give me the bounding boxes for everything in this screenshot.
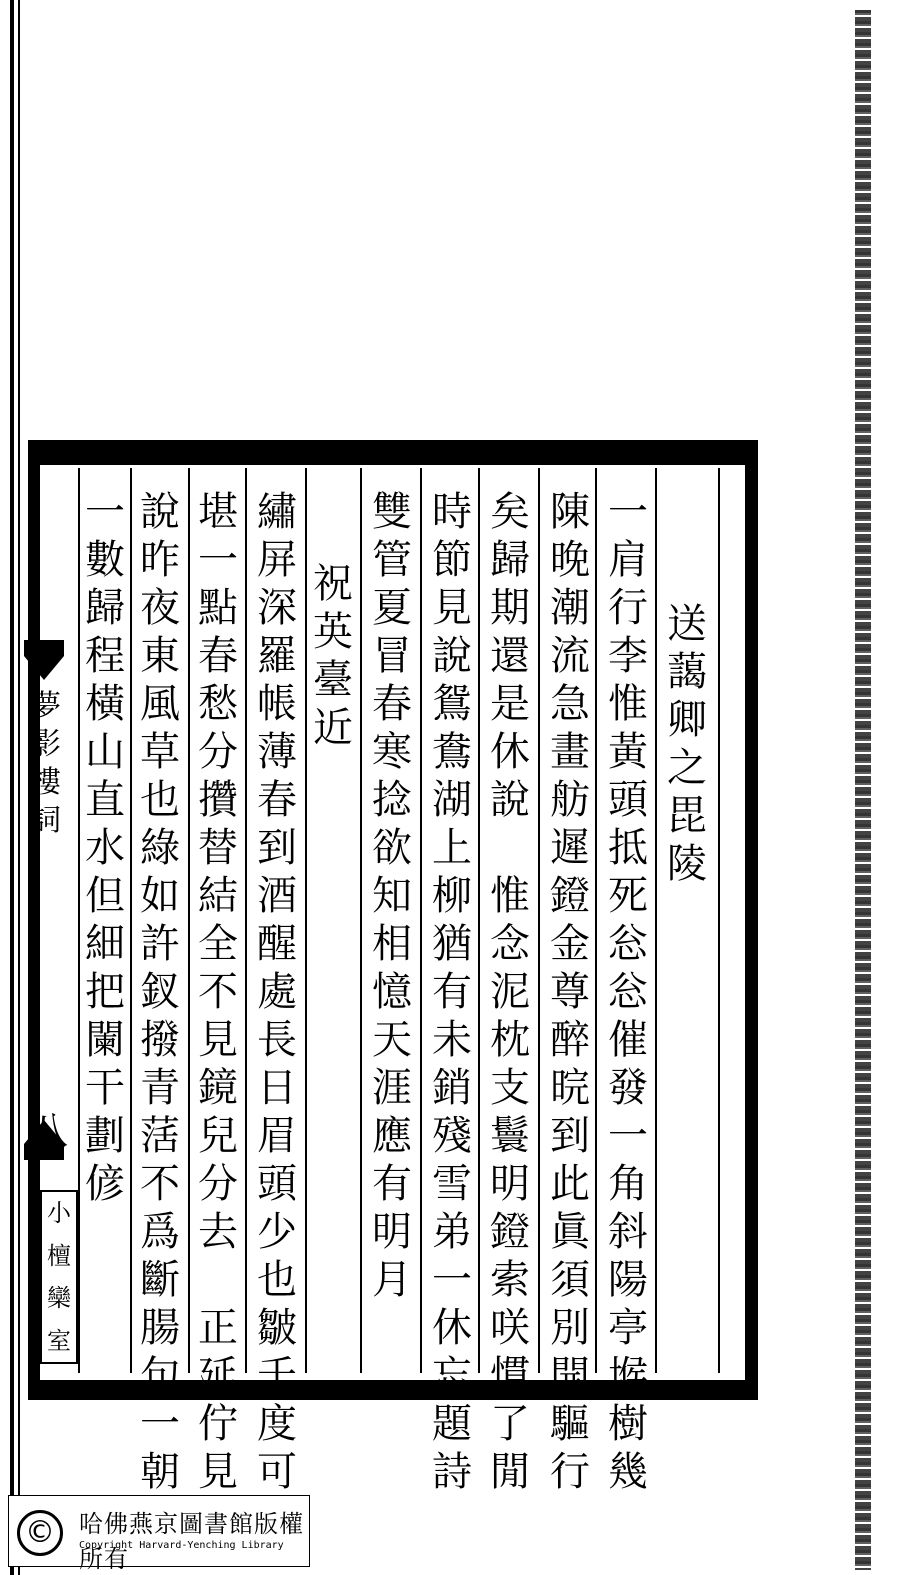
glyph: 節 [432, 537, 472, 583]
glyph: 舫 [550, 777, 590, 823]
glyph: 深 [257, 585, 297, 631]
glyph: 湖 [432, 777, 472, 823]
glyph: 兒 [198, 1113, 238, 1159]
glyph: 欲 [372, 825, 412, 871]
copyright-stamp [8, 1495, 310, 1573]
glyph: 催 [608, 1017, 648, 1063]
glyph: 度 [257, 1401, 297, 1447]
glyph: 水 [85, 825, 125, 871]
column-rule [420, 468, 422, 1373]
glyph: 知 [372, 873, 412, 919]
poem-line [85, 488, 125, 1208]
glyph: 陽 [608, 1257, 648, 1303]
glyph: 期 [490, 585, 530, 631]
glyph: 還 [490, 633, 530, 679]
glyph: 歸 [85, 585, 125, 631]
glyph: 東 [140, 633, 180, 679]
glyph: 陵 [667, 841, 707, 887]
glyph: 替 [198, 825, 238, 871]
glyph: 開 [550, 1353, 590, 1399]
poem-line [490, 488, 530, 1496]
glyph: 可 [257, 1449, 297, 1495]
glyph: 分 [198, 729, 238, 775]
glyph: 遲 [550, 825, 590, 871]
glyph: 帳 [257, 681, 297, 727]
glyph: 但 [85, 873, 125, 919]
glyph: 畫 [550, 729, 590, 775]
glyph: 英 [313, 609, 353, 655]
glyph: 金 [550, 921, 590, 967]
glyph: 劃 [85, 1113, 125, 1159]
studio-char: 小 [47, 1199, 71, 1228]
glyph: 此 [550, 1161, 590, 1207]
glyph: 黃 [608, 729, 648, 775]
glyph: 應 [372, 1113, 412, 1159]
column-rule [245, 468, 247, 1373]
glyph: 爲 [140, 1209, 180, 1255]
glyph: 柳 [432, 873, 472, 919]
glyph: 酒 [257, 873, 297, 919]
glyph: 題 [432, 1401, 472, 1447]
glyph: 鬟 [490, 1113, 530, 1159]
glyph: 猶 [432, 921, 472, 967]
glyph: 延 [198, 1353, 238, 1399]
book-title-char: 影 [31, 727, 61, 762]
glyph: 佇 [198, 1401, 238, 1447]
glyph: 抵 [608, 825, 648, 871]
glyph: 明 [372, 1209, 412, 1255]
glyph: 冒 [372, 633, 412, 679]
column-rule [595, 468, 597, 1373]
poem-line [140, 488, 180, 1496]
glyph: 朝 [140, 1449, 180, 1495]
column-rule [718, 468, 720, 1373]
glyph: 泥 [490, 969, 530, 1015]
book-title-char: 樓 [31, 765, 61, 800]
glyph: 休 [432, 1305, 472, 1351]
glyph: 句 [140, 1353, 180, 1399]
column-rule [305, 468, 307, 1373]
glyph: 矣 [490, 489, 530, 535]
glyph: 風 [140, 681, 180, 727]
glyph: 寒 [372, 729, 412, 775]
glyph: 全 [198, 921, 238, 967]
glyph: 斜 [608, 1209, 648, 1255]
glyph: 發 [608, 1065, 648, 1111]
glyph: 憶 [372, 969, 412, 1015]
glyph: 未 [432, 1017, 472, 1063]
column-rule [360, 468, 362, 1373]
glyph: 一 [608, 1113, 648, 1159]
glyph: 祝 [313, 561, 353, 607]
glyph: 點 [198, 585, 238, 631]
column-rule [538, 468, 540, 1373]
poem-line [550, 488, 590, 1496]
column-rule [78, 468, 80, 1373]
glyph: 是 [490, 681, 530, 727]
glyph: 繡 [257, 489, 297, 535]
glyph: 說 [432, 633, 472, 679]
glyph: 晥 [550, 1065, 590, 1111]
glyph: 樹 [608, 1401, 648, 1447]
glyph: 死 [608, 873, 648, 919]
copyright-icon: © [17, 1510, 63, 1556]
glyph: 陳 [550, 489, 590, 535]
glyph: 弟 [432, 1209, 472, 1255]
glyph: 行 [550, 1449, 590, 1495]
glyph: 也 [257, 1257, 297, 1303]
glyph: 近 [313, 705, 353, 751]
glyph: 鏡 [198, 1065, 238, 1111]
glyph: 到 [550, 1113, 590, 1159]
glyph: 忘 [432, 1353, 472, 1399]
poem-line [608, 488, 648, 1496]
glyph: 撥 [140, 1017, 180, 1063]
glyph: 時 [432, 489, 472, 535]
glyph: 結 [198, 873, 238, 919]
poem-line [257, 488, 297, 1496]
glyph: 枕 [490, 1017, 530, 1063]
glyph [212, 1256, 225, 1304]
glyph: 眉 [257, 1113, 297, 1159]
glyph: 日 [257, 1065, 297, 1111]
column-rule [130, 468, 132, 1373]
column-rule [478, 468, 480, 1373]
glyph: 卿 [667, 697, 707, 743]
glyph: 了 [490, 1401, 530, 1447]
glyph: 正 [198, 1305, 238, 1351]
glyph: 銷 [432, 1065, 472, 1111]
glyph: 堪 [198, 489, 238, 535]
glyph: 歸 [490, 537, 530, 583]
glyph: 慣 [490, 1353, 530, 1399]
glyph: 斷 [140, 1257, 180, 1303]
column-rule [188, 468, 190, 1373]
glyph: 一 [140, 1401, 180, 1447]
glyph: 李 [608, 633, 648, 679]
glyph: 也 [140, 777, 180, 823]
poem-title [313, 560, 353, 752]
glyph: 須 [550, 1257, 590, 1303]
page-number: 八 [30, 1109, 69, 1153]
glyph: 鐙 [490, 1209, 530, 1255]
glyph: 如 [140, 873, 180, 919]
glyph: 闌 [85, 1017, 125, 1063]
glyph: 一 [85, 489, 125, 535]
poem-title [667, 600, 707, 888]
glyph: 屏 [257, 537, 297, 583]
glyph: 殘 [432, 1113, 472, 1159]
glyph: 流 [550, 633, 590, 679]
glyph: 說 [140, 489, 180, 535]
glyph: 閒 [490, 1449, 530, 1495]
glyph: 幾 [608, 1449, 648, 1495]
glyph: 腸 [140, 1305, 180, 1351]
glyph: 雪 [432, 1161, 472, 1207]
glyph: 說 [490, 777, 530, 823]
glyph: 尊 [550, 969, 590, 1015]
glyph: 見 [198, 1449, 238, 1495]
glyph: 咲 [490, 1305, 530, 1351]
page-right-edge [855, 10, 871, 1570]
glyph: 鴛 [432, 681, 472, 727]
glyph: 角 [608, 1161, 648, 1207]
glyph: 雙 [372, 489, 412, 535]
glyph: 潮 [550, 585, 590, 631]
glyph: 有 [372, 1161, 412, 1207]
glyph: 索 [490, 1257, 530, 1303]
glyph: 干 [85, 1065, 125, 1111]
poem-line [198, 488, 238, 1496]
glyph: 山 [85, 729, 125, 775]
studio-char: 檀 [47, 1241, 71, 1270]
glyph: 別 [550, 1305, 590, 1351]
book-title-char: 夢 [31, 689, 61, 724]
glyph: 惟 [490, 873, 530, 919]
glyph: 愁 [198, 681, 238, 727]
glyph: 驅 [550, 1401, 590, 1447]
glyph: 攢 [198, 777, 238, 823]
glyph: 見 [432, 585, 472, 631]
glyph: 支 [490, 1065, 530, 1111]
glyph: 明 [490, 1161, 530, 1207]
binding-edge-line-inner [18, 0, 20, 1575]
glyph: 休 [490, 729, 530, 775]
glyph: 不 [140, 1161, 180, 1207]
glyph: 相 [372, 921, 412, 967]
studio-char: 欒 [47, 1284, 71, 1313]
book-title-char: 詞 [31, 803, 61, 838]
glyph: 一 [608, 489, 648, 535]
glyph: 鐙 [550, 873, 590, 919]
glyph: 忩 [608, 921, 648, 967]
glyph: 直 [85, 777, 125, 823]
studio-char: 室 [47, 1326, 71, 1355]
glyph: 長 [257, 1017, 297, 1063]
glyph: 千 [257, 1353, 297, 1399]
glyph: 草 [140, 729, 180, 775]
glyph: 一 [432, 1257, 472, 1303]
glyph: 皺 [257, 1305, 297, 1351]
glyph: 分 [198, 1161, 238, 1207]
glyph: 急 [550, 681, 590, 727]
glyph: 許 [140, 921, 180, 967]
glyph: 之 [667, 745, 707, 791]
copyright-chinese: 哈佛燕京圖書館版權所有 [79, 1510, 304, 1573]
glyph: 毘 [667, 793, 707, 839]
glyph: 把 [85, 969, 125, 1015]
glyph: 忩 [608, 969, 648, 1015]
glyph: 萿 [140, 1113, 180, 1159]
glyph: 細 [85, 921, 125, 967]
glyph: 管 [372, 537, 412, 583]
glyph: 春 [372, 681, 412, 727]
glyph: 少 [257, 1209, 297, 1255]
glyph: 程 [85, 633, 125, 679]
glyph: 頭 [608, 777, 648, 823]
glyph: 月 [372, 1257, 412, 1303]
poem-line [372, 488, 412, 1304]
glyph: 春 [198, 633, 238, 679]
book-title-vertical [28, 688, 64, 840]
glyph: 羅 [257, 633, 297, 679]
glyph: 上 [432, 825, 472, 871]
glyph: 天 [372, 1017, 412, 1063]
copyright-english: Copyright Harvard-Yenching Library [79, 1540, 284, 1551]
glyph: 肩 [608, 537, 648, 583]
glyph: 送 [667, 601, 707, 647]
glyph: 春 [257, 777, 297, 823]
glyph: 不 [198, 969, 238, 1015]
glyph: 念 [490, 921, 530, 967]
glyph: 青 [140, 1065, 180, 1111]
glyph: 藹 [667, 649, 707, 695]
glyph: 晚 [550, 537, 590, 583]
poem-line [432, 488, 472, 1496]
studio-name-box [40, 1190, 78, 1364]
glyph: 頭 [257, 1161, 297, 1207]
glyph: 綠 [140, 825, 180, 871]
glyph: 有 [432, 969, 472, 1015]
glyph [504, 824, 517, 872]
glyph: 詩 [432, 1449, 472, 1495]
glyph: 見 [198, 1017, 238, 1063]
glyph: 去 [198, 1209, 238, 1255]
glyph: 眞 [550, 1209, 590, 1255]
glyph: 捻 [372, 777, 412, 823]
glyph: 夜 [140, 585, 180, 631]
glyph: 一 [198, 537, 238, 583]
glyph: 數 [85, 537, 125, 583]
glyph: 橫 [85, 681, 125, 727]
glyph: 涯 [372, 1065, 412, 1111]
glyph: 鴦 [432, 729, 472, 775]
glyph: 偐 [85, 1161, 125, 1207]
glyph: 昨 [140, 537, 180, 583]
binding-edge-line [10, 0, 14, 1575]
glyph: 亭 [608, 1305, 648, 1351]
glyph: 行 [608, 585, 648, 631]
glyph: 到 [257, 825, 297, 871]
glyph: 醒 [257, 921, 297, 967]
glyph: 薄 [257, 729, 297, 775]
glyph: 釵 [140, 969, 180, 1015]
glyph: 惟 [608, 681, 648, 727]
glyph: 醉 [550, 1017, 590, 1063]
glyph: 臺 [313, 657, 353, 703]
glyph: 堠 [608, 1353, 648, 1399]
glyph: 夏 [372, 585, 412, 631]
glyph: 處 [257, 969, 297, 1015]
column-rule [655, 468, 657, 1373]
